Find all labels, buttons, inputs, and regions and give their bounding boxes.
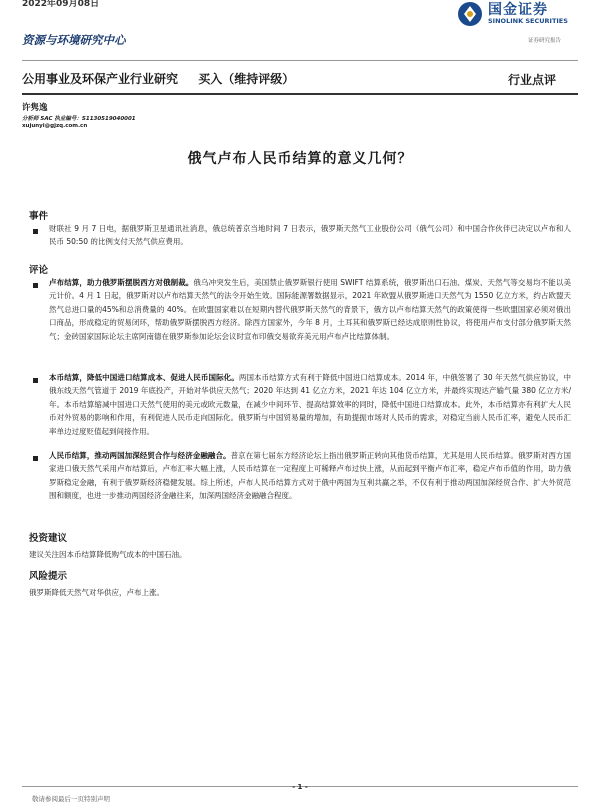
title-divider [22,93,578,95]
bullet-icon [33,229,38,234]
comment-paragraph-3 [49,449,571,503]
comment-lead-3: 人民币结算，推动两国加深经贸合作与经济金融融合。 [49,451,231,460]
events-paragraph: 财联社 9 月 7 日电，据俄罗斯卫星通讯社消息，俄总统普京当地时间 7 日表示，俄罗斯天然气工业股份公司（俄气公司）和中国合作伙伴已决定以卢布和人民币 50:50 的比例支付天然气供应费用。 [49,224,571,247]
company-logo [456,0,581,34]
header-divider [22,60,578,61]
bullet-icon [33,456,38,461]
logo-english: SINOLINK SECURITIES [488,17,568,25]
analyst-certificate: 分析师 SAC 执业编号：S1130519040001 [22,116,136,122]
report-type: 行业点评 [508,73,557,87]
comment-text-1: 俄乌冲突发生后，美国禁止俄罗斯银行使用 SWIFT 结算系统，俄罗斯出口石油、煤炭、天然气等交易均不能以美元计价。4 月 1 日起，俄罗斯对以卢布结算天然气的法令开始生效。国际能源署数据显示，2021 年欧盟从俄罗斯进口天然气为 1550 亿立方米，约占欧盟天然气总进口量的45%和总消费量的 40%。在欧盟国家难以在短期内替代俄罗斯天然气的背景下，俄方以卢布结算天然气的政策使得一些欧盟国家必须对俄出口商品，形成稳定的贸易闭环，帮助俄罗斯摆脱西方经济。除西方国家外，今年 8 月，土耳其和俄罗斯已经达成原则性协议，将使用卢布支付部分俄罗斯天然气；金砖国家国际论坛主席阿南德在俄罗斯参加论坛会议时宣布印俄交易欲弃美元用卢布卢比结算体制。 [49,278,572,341]
comment-lead-1: 卢布结算，助力俄罗斯摆脱西方对俄制裁。 [49,278,194,287]
logo-name: 国金证券 [488,2,548,18]
disclaimer-note: 敬请参阅最后一页特别声明 [32,795,110,803]
section-heading-risk: 风险提示 [29,571,68,582]
comment-text-2: 两国本币结算方式有利于降低中国进口结算成本。2014 年，中俄签署了 30 年天然气供应协议，中俄东线天然气管道于 2019 年底投产，开始对华供应天然气；2020 年达到 41 亿立方米，2021 年达 104 亿立方米，并最终实现达产输气量 380 亿立方米/年。本币结算缩减中国进口天然气使用的美元或欧元数量，在减少中间环节、提高结算效率的同时，降低中国进口结算成本。此外，本币结算亦有利扩大人民币对外贸易的影响和作用，有利促进人民币走向国际化。俄罗斯与中国贸易量的增加，有助提振市场对人民币的需求，对稳定当前人民币汇率，避免人民币汇率单边过度贬值起到间接作用。 [49,373,572,436]
section-heading-events: 事件 [29,211,49,222]
industry-name: 公用事业及环保产业行业研究 [22,72,179,86]
bullet-icon [33,283,38,288]
bullet-icon [33,378,38,383]
section-heading-comments: 评论 [29,265,49,276]
comment-paragraph-2 [49,371,571,438]
logo-emblem-icon [456,0,484,28]
rating-label: 买入（维持评级） [198,72,295,86]
comment-lead-2: 本币结算，降低中国进口结算成本、促进人民币国际化。 [49,373,239,382]
report-tag: 证券研究报告 [528,38,562,44]
industry-title-bar [22,70,310,87]
risk-text: 俄罗斯降低天然气对华供应，卢布上涨。 [29,588,164,597]
investment-text: 建议关注因本币结算降低购气成本的中国石油。 [29,550,187,559]
comment-paragraph-1 [49,276,571,343]
report-date: 2022年09月08日 [22,0,100,9]
report-headline: 俄气卢布人民币结算的意义几何？ [187,151,413,167]
analyst-name: 许隽逸 [22,103,48,113]
section-heading-investment: 投资建议 [29,533,68,544]
department-name: 资源与环境研究中心 [22,33,126,47]
comment-text-3: 普京在第七届东方经济论坛上指出俄罗斯正转向其他货币结算，尤其是用人民币结算。俄罗斯对西方国家进口俄天然气采用卢布结算后，卢布汇率大幅上涨，人民币结算在一定程度上可稀释卢布过快上涨，从而起到平衡卢布汇率，稳定卢布币值的作用，助力俄罗斯稳定金融，有利于俄罗斯经济稳健发展。综上所述，卢布人民币结算方式对于俄中两国为互利共赢之举，不仅有利于推动两国加深经贸合作、扩大外贸范围和额度，也进一步推动两国经济金融往来，加深两国经济金融融合程度。 [49,451,572,501]
page-number: - 1 - [292,783,308,791]
analyst-email[interactable]: xujunyi@gjzq.com.cn [22,123,88,129]
